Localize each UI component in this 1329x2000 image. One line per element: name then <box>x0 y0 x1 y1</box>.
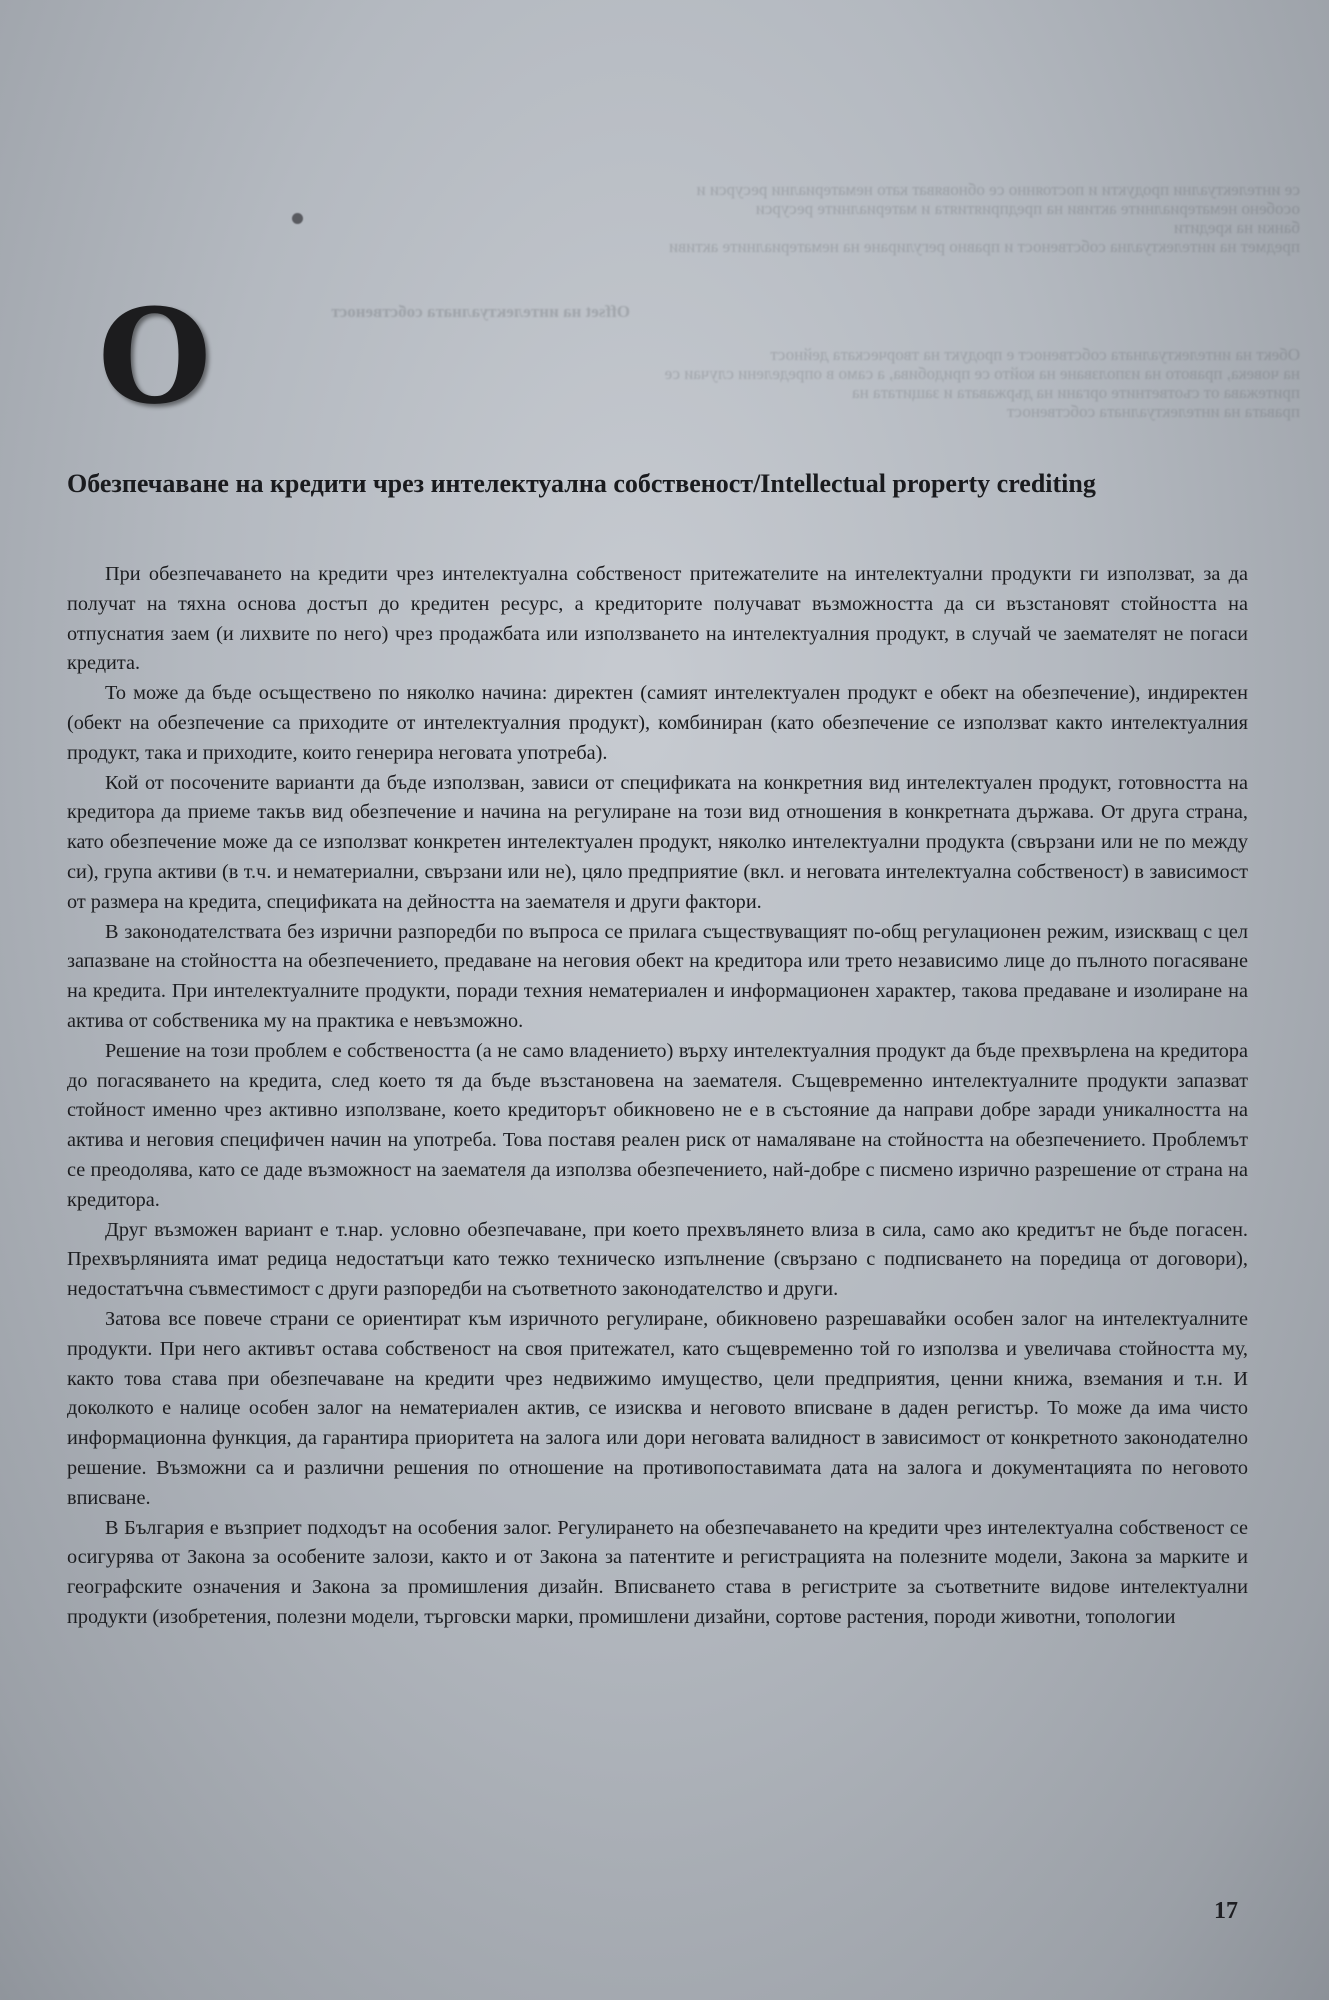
paragraph: Друг възможен вариант е т.нар. условно обезпечаване, при което прехвълянето влиза в сила, само ако кредитът не бъде погасен. Прехвърлянията имат редица недостатъци като тежко техническо изпълнение (свързано с подписването на поредица от договори), недостатъчна съвместимост с други разпоредби на съответното законодателство и други. <box>67 1218 1248 1301</box>
show-through-text <box>70 180 1300 433</box>
paragraph: То може да бъде осъществено по няколко начина: директен (самият интелектуален продукт е обект на обезпечение), индиректен (обект на обезпечение са приходите от интелектуалния продукт), комбиниран (като обезпечение се използват както интелектуалния продукт, така и приходите, които генерира неговата употреба). <box>67 682 1248 764</box>
ghost-line: предмет на интелектуална собственост и правно регулиране на нематериалните активи <box>669 237 1300 256</box>
page-number: 17 <box>1214 1898 1238 1924</box>
ghost-line: банки на кредити <box>1173 218 1300 237</box>
ghost-line: Обект на интелектуалната собственост е продукт на творческата дейност <box>770 345 1300 364</box>
article-body <box>67 560 1248 1633</box>
paragraph: Затова все повече страни се ориентират към изричното регулиране, обикновено разрешавайки особен залог на интелектуалните продукти. При него активът остава собственост на своя притежател, като същевременно той го използва и увеличава стойността му, както това става при обезпечаване на кредити чрез недвижимо имущество, цели предприятия, ценни книжа, вземания и т.н. И доколкото е налице особен залог на нематериален актив, се изисква и неговото вписване в даден регистър. То може да има чисто информационна функция, да гарантира приоритета на залога или дори неговата валидност в зависимост от конкретното законодателно решение. Възможни са и различни решения по отношение на противопоставимата дата на залога и документацията по неговото вписване. <box>67 1307 1248 1509</box>
paragraph: В България е възприет подходът на особения залог. Регулирането на обезпечаването на кредити чрез интелектуална собственост се осигурява от Закона за особените залози, както и от Закона за патентите и регистрацията на полезните модели, Закона за марките и географските означения и Закона за промишления дизайн. Вписването става в регистрите за съответните видове интелектуални продукти (изобретения, полезни модели, търговски марки, промишлени дизайни, сортове растения, породи животни, топологии <box>67 1516 1248 1628</box>
paragraph: При обезпечаването на кредити чрез интелектуална собственост притежателите на интелектуални продукти ги използват, за да получат на тяхна основа достъп до кредитен ресурс, а кредиторите получават възможността да си възстановят стойността на отпуснатия заем (и лихвите по него) чрез продажбата или използването на интелектуалния продукт, в случай че заемателят не погаси кредита. <box>67 563 1248 675</box>
bullet-dot <box>292 213 303 224</box>
ghost-line: на човека, правото на използване на който се придобива, а само в определени случаи се <box>664 364 1300 383</box>
ghost-line: особено нематериалните активи на предприятията и материалните ресурси <box>755 199 1300 218</box>
paragraph: Кой от посочените варианти да бъде използван, зависи от спецификата на конкретния вид интелектуален продукт, готовността на кредитора да приеме такъв вид обезпечение и начина на регулиране на този вид отношения в конкретната държава. От друга страна, като обезпечение може да се използват конкретен интелектуален продукт, няколко интелектуални продукта (свързани или не по между си), група активи (в т.ч. и нематериални, свързани или не), цяло предприятие (вкл. и неговата интелектуална собственост) в зависимост от размера на кредита, спецификата на дейността на заемателя и други фактори. <box>67 771 1248 913</box>
paragraph: В законодателствата без изрични разпоредби по въпроса се прилага съществуващият по-общ регулационен режим, изискващ с цел запазване на стойността на обезпечението, предаване на неговия обект на кредитора или трето независимо лице до пълното погасяване на кредита. При интелектуалните продукти, поради техния нематериален и информационен характер, такова предаване и изолиране на актива от собственика му на практика е невъзможно. <box>67 920 1248 1032</box>
ghost-line: се интелектуални продукти и постоянно се обновяват като нематериални ресурси и <box>696 180 1300 199</box>
article-title: Обезпечаване на кредити чрез интелектуална собственост/Intellectual property crediting <box>67 469 1096 498</box>
section-letter: O <box>98 280 212 433</box>
ghost-line: притежава от съответните органи на държавата и защитата на <box>852 383 1300 402</box>
ghost-heading: Offset на интелектуалната собственост <box>331 302 630 321</box>
ghost-line: правата на интелектуалната собственост <box>1006 402 1300 421</box>
paragraph: Решение на този проблем е собствеността (а не само владението) върху интелектуалния продукт да бъде прехвърлена на кредитора до погасяването на кредита, след което тя да бъде възстановена на заемателя. Същевременно интелектуалните продукти запазват стойност именно чрез активно използване, което кредиторът обикновено не е в състояние да направи добре заради уникалността на актива и неговия специфичен начин на употреба. Това поставя реален риск от намаляване на стойността на обезпечението. Проблемът се преодолява, като се даде възможност на заемателя да използва обезпечението, най-добре с писмено изрично разрешение от страна на кредитора. <box>67 1039 1248 1211</box>
